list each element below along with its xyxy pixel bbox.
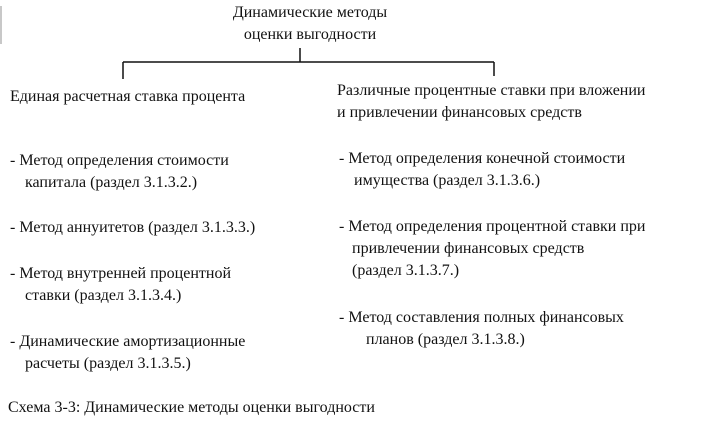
- right-item-3-line-1: - Метод составления полных финансовых: [339, 309, 624, 326]
- left-branch-title: Единая расчетная ставка процента: [10, 88, 246, 105]
- right-branch-title-line-1: Различные процентные ставки при вложении: [337, 82, 646, 99]
- left-item-1: [10, 150, 229, 194]
- right-item-2: [339, 216, 645, 282]
- right-branch-title-line-2: и привлечении финансовых средств: [337, 104, 582, 121]
- left-item-3-line-2: ставки (раздел 3.1.3.4.): [25, 287, 182, 304]
- left-item-1-line-1: - Метод определения стоимости: [10, 152, 229, 169]
- left-item-4: [10, 331, 245, 375]
- right-item-1-line-1: - Метод определения конечной стоимости: [339, 150, 626, 167]
- left-item-3-line-1: - Метод внутренней процентной: [10, 265, 232, 282]
- right-item-1: [339, 148, 625, 192]
- right-branch-title: [337, 80, 722, 124]
- right-item-2-line-2: привлечении финансовых средств: [352, 240, 585, 257]
- right-item-3-line-2: планов (раздел 3.1.3.8.): [366, 331, 525, 348]
- right-item-1-line-2: имущества (раздел 3.1.3.6.): [354, 172, 541, 189]
- right-item-3: [339, 307, 624, 351]
- left-item-4-line-2: расчеты (раздел 3.1.3.5.): [25, 355, 191, 372]
- root-node-line-1: Динамические методы: [232, 4, 388, 21]
- left-item-2: [10, 217, 255, 239]
- right-item-2-line-1: - Метод определения процентной ставки при: [339, 218, 646, 235]
- left-item-2-line-1: - Метод аннуитетов (раздел 3.1.3.3.): [10, 219, 256, 236]
- left-item-3: [10, 263, 231, 307]
- right-item-2-line-3: (раздел 3.1.3.7.): [352, 262, 460, 279]
- left-item-4-line-1: - Динамические амортизационные: [10, 333, 246, 350]
- figure-caption: Схема 3-3: Динамические методы оценки выгодности: [8, 399, 375, 416]
- root-node-line-2: оценки выгодности: [243, 26, 377, 43]
- left-item-1-line-2: капитала (раздел 3.1.3.2.): [25, 174, 198, 191]
